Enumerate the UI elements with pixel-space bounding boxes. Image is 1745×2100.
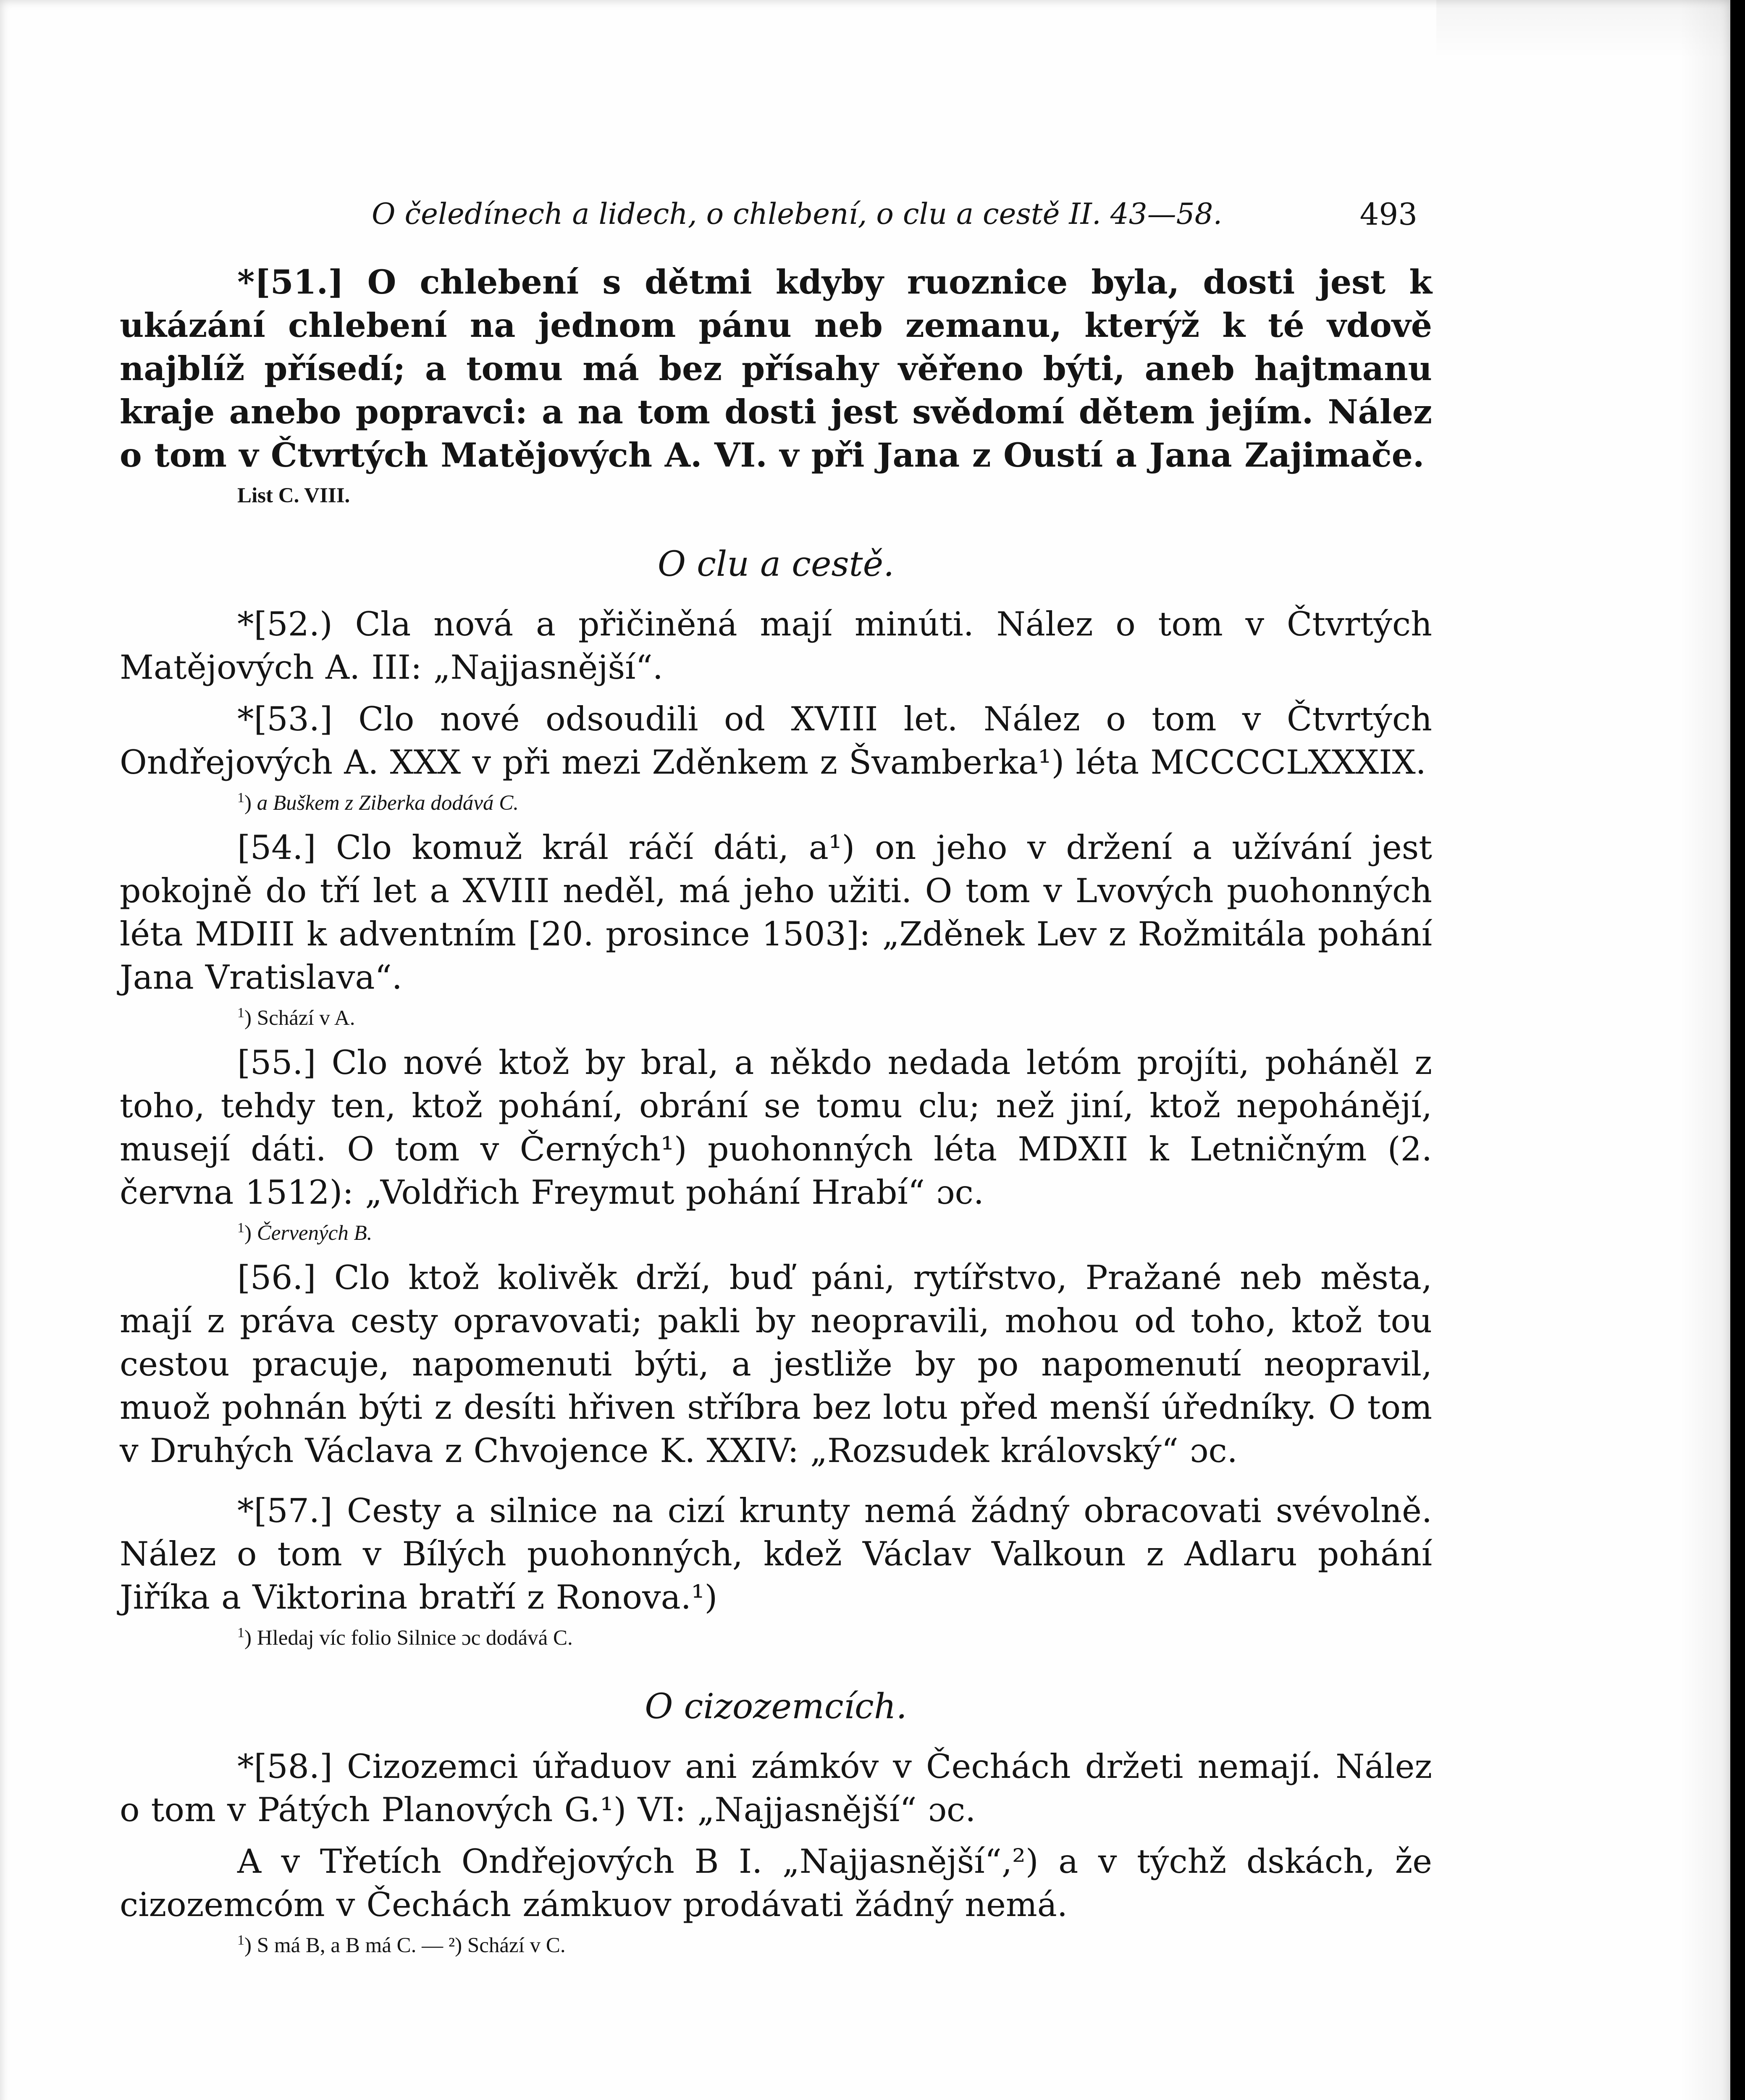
- paragraph-52: *[52.) Cla nová a přičiněná mají minúti. Nález o tom v Čtvrtých Matějových A. III: „Najjasnější“.: [120, 605, 1432, 687]
- paragraph-58: *[58.] Cizozemci úřaduov ani zámkóv v Čechách držeti nemají. Nález o tom v Pátých Planových G.¹) VI: „Najjasnější“ ɔc.: [120, 1747, 1432, 1829]
- paragraph-54: [54.] Clo komuž král ráčí dáti, a¹) on jeho v držení a užívání jest pokojně do tří let a XVIII neděl, má jeho užiti. O tom v Lvových puohonných léta MDIII k adventním [20. prosince 1503]: „Zděnek Lev z Rožmitála pohání Jana Vratislava“.: [120, 828, 1432, 997]
- footnote-58: $^1$) S má B, a B má C. — ²) Schází v C.: [237, 1932, 566, 1957]
- running-title: O čeledínech a lidech, o chlebení, o clu a cestě II. 43—58.: [372, 197, 1223, 231]
- paragraph-56: [56.] Clo ktož kolivěk drží, buď páni, rytířstvo, Pražané neb města, mají z práva cesty opravovati; pakli by neopravili, mohou od toho, ktož tou cestou pracuje, napomenuti býti, a jestliže by po napomenutí neopravil, muož pohnán býti z desíti hřiven stříbra bez lotu před menší úředníky. O tom v Druhých Václava z Chvojence K. XXIV: „Rozsudek královský“ ɔc.: [120, 1258, 1432, 1470]
- page-edge-shadow: [1680, 0, 1730, 2100]
- page-number: 493: [1359, 197, 1417, 232]
- paragraph-53: *[53.] Clo nové odsoudili od XVIII let. Nález o tom v Čtvrtých Ondřejových A. XXX v při mezi Zděnkem z Švamberka¹) léta MCCCCLXXXIX.: [120, 700, 1432, 782]
- page-header: [120, 189, 1417, 239]
- page-body: [120, 260, 1432, 1969]
- footnote-55: $^1$) Červených B.: [237, 1220, 373, 1245]
- paragraph-51: *[51.] O chlebení s dětmi kdyby ruoznice byla, dosti jest k ukázání chlebení na jednom pánu neb zemanu, kterýž k té vdově najblíž přísedí; a tomu má bez přísahy věřeno býti, aneb hajtmanu kraje anebo popravci: a na tom dosti jest svědomí dětem jejím. Nález o tom v Čtvrtých Matějových A. VI. v při Jana z Oustí a Jana Zajimače.: [120, 262, 1432, 475]
- paragraph-55: [55.] Clo nové ktož by bral, a někdo nedada letóm projíti, poháněl z toho, tehdy ten, ktož pohání, obrání se tomu clu; než jiní, ktož nepohánějí, musejí dáti. O tom v Černých¹) puohonných léta MDXII k Letničným (2. června 1512): „Voldřich Freymut pohání Hrabí“ ɔc.: [120, 1043, 1432, 1212]
- footnote-54: $^1$) Schází v A.: [237, 1005, 355, 1030]
- paragraph-58-continuation: A v Třetích Ondřejových B I. „Najjasnější“,²) a v týchž dskách, že cizozemcóm v Čechách zámkuov prodávati žádný nemá.: [120, 1842, 1432, 1924]
- paragraph-57: *[57.] Cesty a silnice na cizí krunty nemá žádný obracovati svévolně. Nález o tom v Bílých puohonných, kdež Václav Valkoun z Adlaru pohání Jiříka a Viktorina bratří z Ronova.¹): [120, 1491, 1432, 1617]
- section-heading-clo: O clu a cestě.: [657, 544, 895, 584]
- footnote-53: $^1$) a Buškem z Ziberka dodává C.: [237, 790, 519, 815]
- section-heading-cizozemci: O cizozemcích.: [645, 1687, 907, 1727]
- footnote-57: $^1$) Hledaj víc folio Silnice ɔc dodává C.: [237, 1625, 573, 1650]
- page-reference: List C. VIII.: [237, 484, 350, 507]
